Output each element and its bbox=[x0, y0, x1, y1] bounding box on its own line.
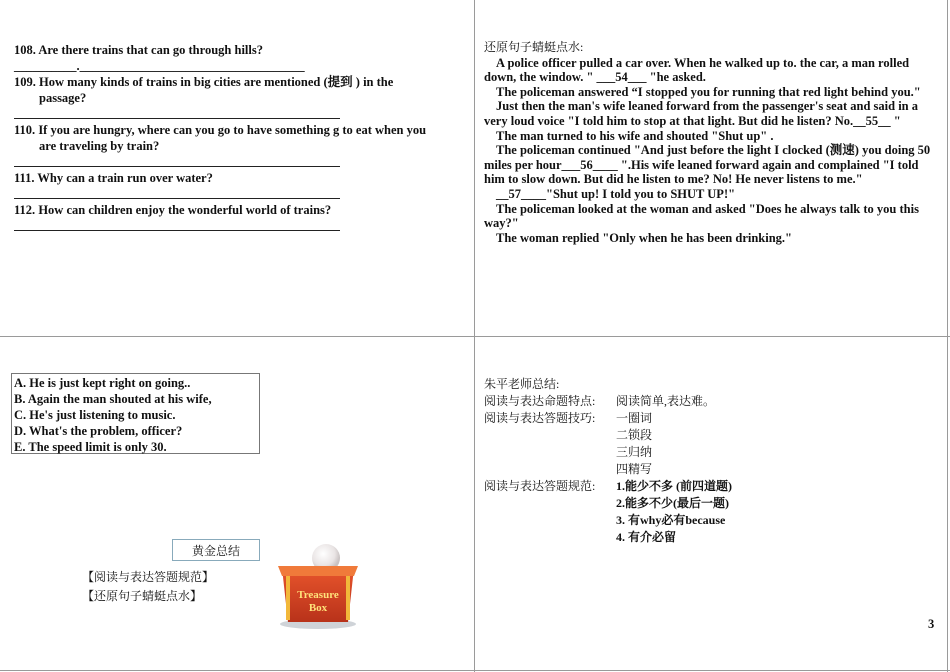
teacher-summary bbox=[484, 376, 732, 546]
option-c: C. He's just listening to music. bbox=[14, 408, 176, 422]
bottom-border bbox=[0, 670, 950, 671]
story-paragraph: The policeman continued "And just before the light I clocked (测速) you doing 50 miles per hour___56____ ".His wife leaned forward again and complained "I told him to slow down. But did he listen to me? No! He never listens to me." bbox=[484, 143, 931, 187]
answer-line-109[interactable] bbox=[14, 118, 340, 119]
box-lid bbox=[278, 566, 358, 576]
cloze-story bbox=[484, 40, 938, 245]
answer-line-111[interactable] bbox=[14, 198, 340, 199]
story-paragraph: The policeman looked at the woman and asked "Does he always talk to you this way?" bbox=[484, 201, 919, 231]
right-border bbox=[947, 0, 948, 672]
box-band bbox=[286, 576, 290, 620]
story-paragraph: __57____"Shut up! I told you to SHUT UP!" bbox=[496, 186, 736, 201]
question-text: Why can a train run over water? bbox=[37, 171, 213, 185]
question-number: 109. bbox=[14, 75, 36, 89]
box-label-1: Treasure bbox=[297, 589, 339, 601]
question-text: How can children enjoy the wonderful world of trains? bbox=[38, 203, 332, 217]
option-a: A. He is just kept right on going.. bbox=[14, 376, 191, 390]
question-109 bbox=[14, 74, 393, 106]
summary-title: 朱平老师总结: bbox=[484, 377, 560, 391]
feature-label: 阅读与表达命题特点: bbox=[484, 394, 596, 408]
rule-item: 3. 有why必有because bbox=[616, 513, 726, 527]
skill-item: 三归纳 bbox=[616, 445, 653, 459]
question-number: 110. bbox=[14, 123, 36, 137]
answer-line-112[interactable] bbox=[14, 230, 340, 231]
question-112 bbox=[14, 202, 331, 218]
box-band bbox=[346, 576, 350, 620]
feature-value: 阅读简单,表达难。 bbox=[616, 394, 716, 408]
question-text: Are there trains that can go through hills? bbox=[38, 43, 263, 57]
rule-item: 4. 有介必留 bbox=[616, 530, 677, 544]
skill-label: 阅读与表达答题技巧: bbox=[484, 411, 596, 425]
question-110 bbox=[14, 122, 426, 154]
treasure-box-icon[interactable] bbox=[268, 538, 364, 630]
option-b: B. Again the man shouted at his wife, bbox=[14, 392, 212, 406]
rule-item: 2.能多不少(最后一题) bbox=[616, 496, 729, 510]
rule-label: 阅读与表达答题规范: bbox=[484, 479, 596, 493]
options-box bbox=[11, 373, 260, 454]
skill-item: 二锁段 bbox=[616, 428, 653, 442]
summary-feature-row bbox=[484, 393, 732, 410]
question-number: 112. bbox=[14, 203, 36, 217]
question-text: How many kinds of trains in big cities are mentioned (提到 ) in the bbox=[39, 75, 394, 89]
question-text-cont: passage? bbox=[39, 91, 87, 105]
skill-item: 四精写 bbox=[616, 462, 653, 476]
skill-item: 一圈词 bbox=[616, 411, 653, 425]
question-111 bbox=[14, 170, 213, 186]
box-label-2: Box bbox=[308, 602, 328, 614]
horizontal-divider bbox=[0, 336, 950, 337]
story-paragraph: The policeman answered “I stopped you for running that red light behind you." bbox=[496, 84, 921, 99]
story-paragraph: The woman replied "Only when he has been drinking." bbox=[496, 230, 792, 245]
link-sentence-restore[interactable]: 【还原句子蜻蜓点水】 bbox=[82, 589, 203, 603]
story-paragraph: A police officer pulled a car over. When he walked up to. the car, a man rolled down, the window. " ___54___ "he asked. bbox=[484, 55, 910, 85]
answer-line-110[interactable] bbox=[14, 166, 340, 167]
story-paragraph: The man turned to his wife and shouted "Shut up" . bbox=[496, 128, 774, 143]
option-d: D. What's the problem, officer? bbox=[14, 424, 183, 438]
story-heading: 还原句子蜻蜓点水: bbox=[484, 40, 584, 54]
summary-rule-row bbox=[484, 478, 732, 495]
question-text: If you are hungry, where can you go to have something g to eat when you bbox=[38, 123, 427, 137]
golden-summary-button[interactable]: 黄金总结 bbox=[172, 539, 260, 561]
link-reading-rules[interactable]: 【阅读与表达答题规范】 bbox=[82, 570, 215, 584]
question-108 bbox=[14, 42, 263, 58]
question-number: 108. bbox=[14, 43, 36, 57]
answer-line-108[interactable]: __________.____________________________________ bbox=[14, 59, 305, 73]
story-paragraph: Just then the man's wife leaned forward from the passenger's seat and said in a very loud voice "I told him to stop at that light. But did he listen? No.__55__ " bbox=[484, 99, 918, 128]
question-number: 111. bbox=[14, 171, 35, 185]
summary-skill-row bbox=[484, 410, 732, 427]
page-number: 3 bbox=[928, 617, 935, 631]
rule-item: 1.能少不多 (前四道题) bbox=[616, 479, 732, 493]
question-text-cont: are traveling by train? bbox=[39, 139, 160, 153]
option-e: E. The speed limit is only 30. bbox=[14, 440, 167, 454]
